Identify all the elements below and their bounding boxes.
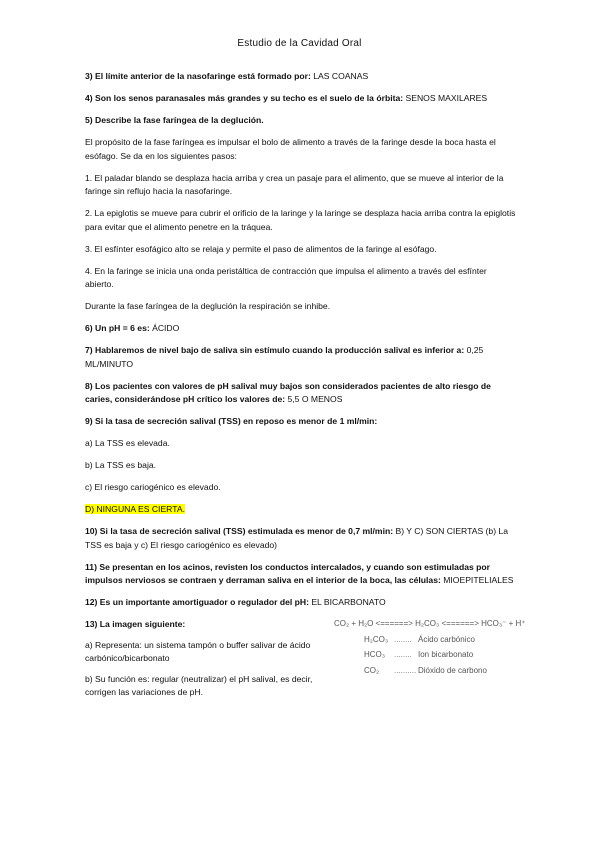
question-13 bbox=[85, 618, 526, 697]
question-text: 11) Se presentan en los acinos, revisten los conductos intercalados, y cuando son estimuladas por impulsos nerviosos se contraen y derraman saliva en el interior de la boca, las células: bbox=[85, 561, 490, 585]
question-8 bbox=[85, 380, 517, 407]
question-text: 5) Describe la fase faríngea de la deglución. bbox=[85, 115, 264, 125]
question-9 bbox=[85, 415, 517, 429]
formula: CO₂ bbox=[364, 665, 380, 675]
question-text: 4) Son los senos paranasales más grandes y su techo es el suelo de la órbita: bbox=[85, 93, 404, 103]
paragraph: Durante la fase faríngea de la deglución la respiración se inhibe. bbox=[85, 301, 331, 311]
page-header: Estudio de la Cavidad Oral bbox=[237, 38, 362, 49]
question-6 bbox=[85, 322, 517, 336]
question-text: 7) Hablaremos de nivel bajo de saliva sin estímulo cuando la producción salival es inferior a: bbox=[85, 345, 465, 355]
answer-highlight: D) NINGUNA ES CIERTA. bbox=[85, 504, 185, 514]
step-2: 2. La epiglotis se mueve para cubrir el orificio de la laringe y la laringe se desplaza hacia arriba contra la epiglotis para evitar que el alimento penetre en la tráquea. bbox=[85, 208, 516, 232]
question-text: 9) Si la tasa de secreción salival (TSS) en reposo es menor de 1 ml/min: bbox=[85, 416, 378, 426]
question-12 bbox=[85, 596, 517, 610]
question-7 bbox=[85, 344, 517, 371]
question-10 bbox=[85, 525, 517, 552]
chemical-equation: CO₂ + H₂O <======> H₂CO₃ <======> HCO₃⁻ + H⁺ bbox=[334, 619, 526, 628]
question-text: 10) Si la tasa de secreción salival (TSS) estimulada es menor de 0,7 ml/min: bbox=[85, 526, 394, 536]
question-13-text bbox=[85, 618, 323, 707]
question-text: 3) El límite anterior de la nasofaringe está formado por: bbox=[85, 71, 311, 81]
compound-name: Dióxido de carbono bbox=[418, 665, 487, 675]
answer-text: B) Y C) SON CIERTAS (b) La TSS es baja y c) El riesgo cariogénico es elevado) bbox=[85, 526, 509, 550]
dots: ........ bbox=[394, 634, 412, 644]
option-a: a) La TSS es elevada. bbox=[85, 438, 170, 448]
step-1: 1. El paladar blando se desplaza hacia arriba y crea un pasaje para el alimento, que se mueve al interior de la faringe sin reflujo hacia la nasofaringe. bbox=[85, 172, 504, 196]
answer-b: b) Su función es: regular (neutralizar) el pH salival, es decir, corrigen las variaciones de pH. bbox=[85, 673, 313, 697]
step-3: 3. El esfínter esofágico alto se relaja y permite el paso de alimentos de la faringe al esófago. bbox=[85, 243, 437, 254]
formula: H₂CO₃ bbox=[364, 634, 389, 644]
legend-row bbox=[334, 632, 534, 648]
question-text: 12) Es un importante amortiguador o regulador del pH: bbox=[85, 597, 309, 607]
dots: .......... bbox=[394, 665, 417, 675]
option-b: b) La TSS es baja. bbox=[85, 460, 157, 470]
paragraph: El propósito de la fase faríngea es impulsar el bolo de alimento a través de la faringe desde la boca hasta el esófago. Se da en los siguientes pasos: bbox=[85, 137, 496, 161]
legend-row bbox=[334, 663, 534, 679]
answer-text: 0,25 ML/MINUTO bbox=[85, 345, 484, 369]
answer-text: LAS COANAS bbox=[310, 71, 369, 81]
buffer-figure bbox=[334, 616, 534, 678]
question-3 bbox=[85, 70, 517, 84]
question-11 bbox=[85, 561, 517, 588]
answer-a: a) Representa: un sistema tampón o buffer salivar de ácido carbónico/bicarbonato bbox=[85, 639, 311, 663]
question-text: 6) Un pH = 6 es: bbox=[85, 323, 150, 333]
answer-text: ÁCIDO bbox=[149, 323, 180, 333]
formula: HCO₃ bbox=[364, 650, 386, 659]
option-c: c) El riesgo cariogénico es elevado. bbox=[85, 482, 221, 492]
answer-text: SENOS MAXILARES bbox=[403, 93, 488, 103]
question-label: 13) La imagen siguiente: bbox=[85, 619, 186, 629]
answer-text: 5,5 O MENOS bbox=[285, 394, 343, 404]
answer-text: EL BICARBONATO bbox=[308, 597, 386, 607]
compound-name: Ion bicarbonato bbox=[418, 650, 474, 659]
dots: ........ bbox=[394, 650, 412, 659]
question-text bbox=[85, 618, 323, 632]
question-text: 8) Los pacientes con valores de pH salival muy bajos son considerados pacientes de alto riesgo de caries, considerándose pH crítico los valores de: bbox=[85, 380, 491, 404]
legend-row bbox=[334, 647, 534, 663]
step-4: 4. En la faringe se inicia una onda peristáltica de contracción que impulsa el alimento a través del esfínter abierto. bbox=[85, 265, 487, 289]
document-body bbox=[85, 70, 526, 697]
highlighted-answer bbox=[85, 503, 517, 517]
compound-name: Ácido carbónico bbox=[418, 634, 475, 644]
question-5 bbox=[85, 114, 517, 128]
question-4 bbox=[85, 92, 517, 106]
answer-text: MIOEPITELIALES bbox=[440, 575, 514, 585]
